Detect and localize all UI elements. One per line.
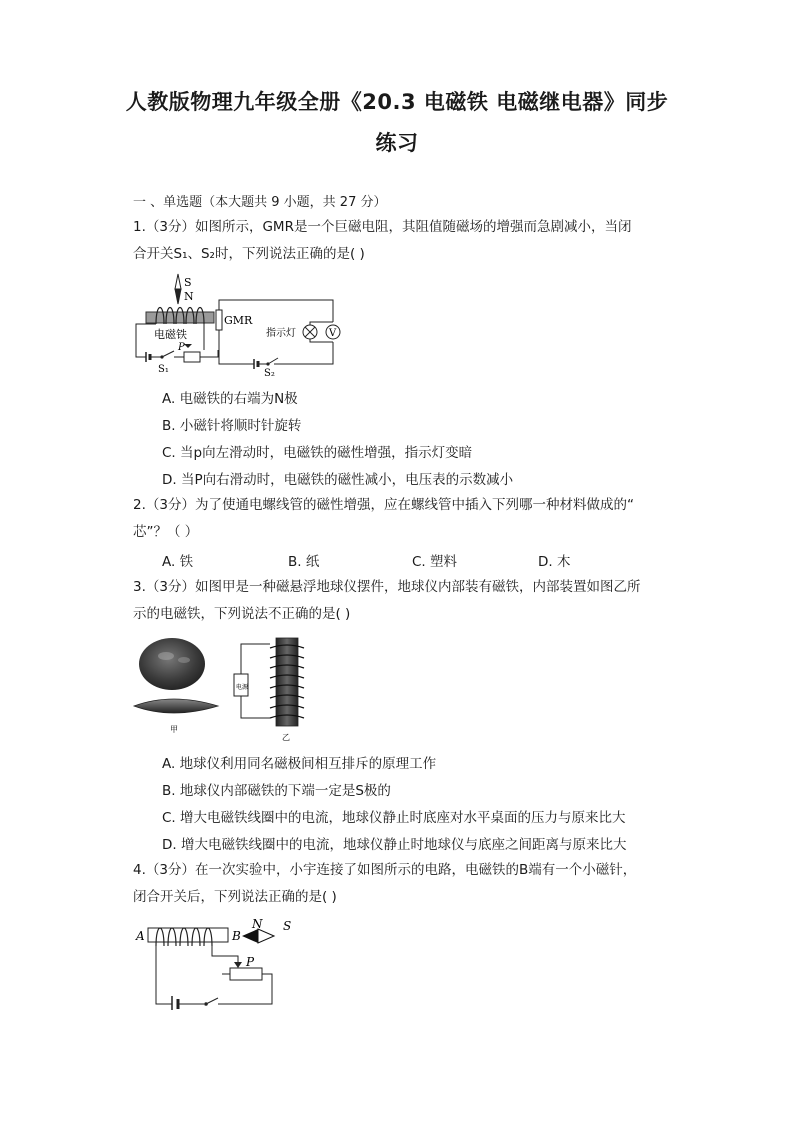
rheostat-p-label: P	[178, 342, 185, 353]
q4-needle-north-half	[242, 929, 258, 943]
levitating-globe	[139, 638, 205, 690]
gmr-resistor	[216, 310, 222, 330]
q4-slider-p-label: P	[246, 955, 255, 969]
end-b-label: B	[232, 929, 241, 943]
question-4-stem-line-1: 4.（3分）在一次实验中，小宇连接了如图所示的电路，电磁铁的B端有一个小磁针，	[133, 862, 637, 878]
q4-switch-blade	[206, 998, 218, 1004]
question-1-option-d: D. 当P向右滑动时，电磁铁的磁性减小，电压表的示数减小	[162, 472, 514, 488]
document-title-line-2: 练习	[375, 131, 419, 155]
question-3-option-d: D. 增大电磁铁线圈中的电流，地球仪静止时地球仪与底座之间距离与原来比大	[162, 837, 627, 853]
question-3-stem-line-1: 3.（3分）如图甲是一种磁悬浮地球仪摆件，地球仪内部装有磁铁，内部装置如图乙所	[133, 579, 641, 595]
gmr-label: GMR	[224, 314, 253, 327]
question-1-option-a: A. 电磁铁的右端为N极	[162, 391, 298, 407]
question-3-stem-line-2: 示的电磁铁，下列说法不正确的是( )	[133, 606, 351, 622]
question-3-option-a: A. 地球仪利用同名磁极间相互排斥的原理工作	[162, 756, 437, 772]
q4-needle-south-half	[258, 929, 274, 943]
question-4-stem-line-2: 闭合开关后，下列说法正确的是( )	[133, 889, 337, 905]
section-heading: 一 、单选题（本大题共 9 小题，共 27 分）	[133, 195, 387, 210]
voltmeter-label: V	[329, 328, 337, 339]
figure-jia-label: 甲	[170, 725, 178, 734]
indicator-lamp-label: 指示灯	[266, 328, 296, 339]
compass-n-label: N	[184, 290, 194, 303]
switch-s2-blade	[268, 358, 278, 364]
switch-s1-blade	[162, 351, 174, 357]
document-title-line-1: 人教版物理九年级全册《20.3 电磁铁 电磁继电器》同步	[125, 90, 669, 114]
question-2-option-a: A. 铁	[162, 554, 194, 570]
switch-s1-label: S₁	[158, 364, 169, 375]
question-3-figure	[130, 634, 310, 742]
globe-continent-highlight-2	[178, 657, 190, 663]
question-1-option-b: B. 小磁针将顺时针旋转	[162, 418, 302, 434]
q4-rheostat	[230, 968, 262, 980]
question-4-circuit-figure	[134, 916, 314, 1010]
question-1-stem-line-1: 1.（3分）如图所示，GMR是一个巨磁电阻，其阻值随磁场的增强而急剧减小，当闭	[133, 219, 632, 235]
figure-yi-label: 乙	[282, 733, 290, 742]
compass-needle-north	[175, 289, 181, 304]
electromagnet-iron-core	[276, 638, 298, 726]
rheostat-slider-p	[184, 344, 192, 348]
question-2-stem-line-1: 2.（3分）为了使通电螺线管的磁性增强，应在螺线管中插入下列哪一种材料做成的“	[133, 497, 634, 513]
compass-s-label: S	[184, 276, 192, 289]
end-a-label: A	[136, 929, 145, 943]
rheostat	[184, 352, 200, 362]
q4-rheostat-slider	[234, 962, 242, 968]
compass-needle-south	[175, 274, 181, 289]
question-1-option-c: C. 当p向左滑动时，电磁铁的磁性增强，指示灯变暗	[162, 445, 473, 461]
needle-n-label: N	[252, 917, 263, 931]
power-source-label: 电源	[236, 684, 249, 691]
globe-base	[134, 699, 218, 713]
switch-s2-label: S₂	[264, 368, 275, 378]
question-2-option-b: B. 纸	[288, 554, 320, 570]
question-2-option-c: C. 塑料	[412, 554, 458, 570]
globe-continent-highlight	[158, 652, 174, 660]
question-1-circuit-figure	[128, 272, 358, 378]
question-2-stem-line-2: 芯”？（ ）	[133, 524, 199, 540]
question-2-option-d: D. 木	[538, 554, 571, 570]
question-1-stem-line-2: 合开关S₁、S₂时，下列说法正确的是( )	[133, 246, 365, 262]
question-3-option-b: B. 地球仪内部磁铁的下端一定是S极的	[162, 783, 391, 799]
needle-s-label: S	[283, 919, 292, 933]
question-3-option-c: C. 增大电磁铁线圈中的电流，地球仪静止时底座对水平桌面的压力与原来比大	[162, 810, 626, 826]
electromagnet-label: 电磁铁	[154, 328, 187, 341]
